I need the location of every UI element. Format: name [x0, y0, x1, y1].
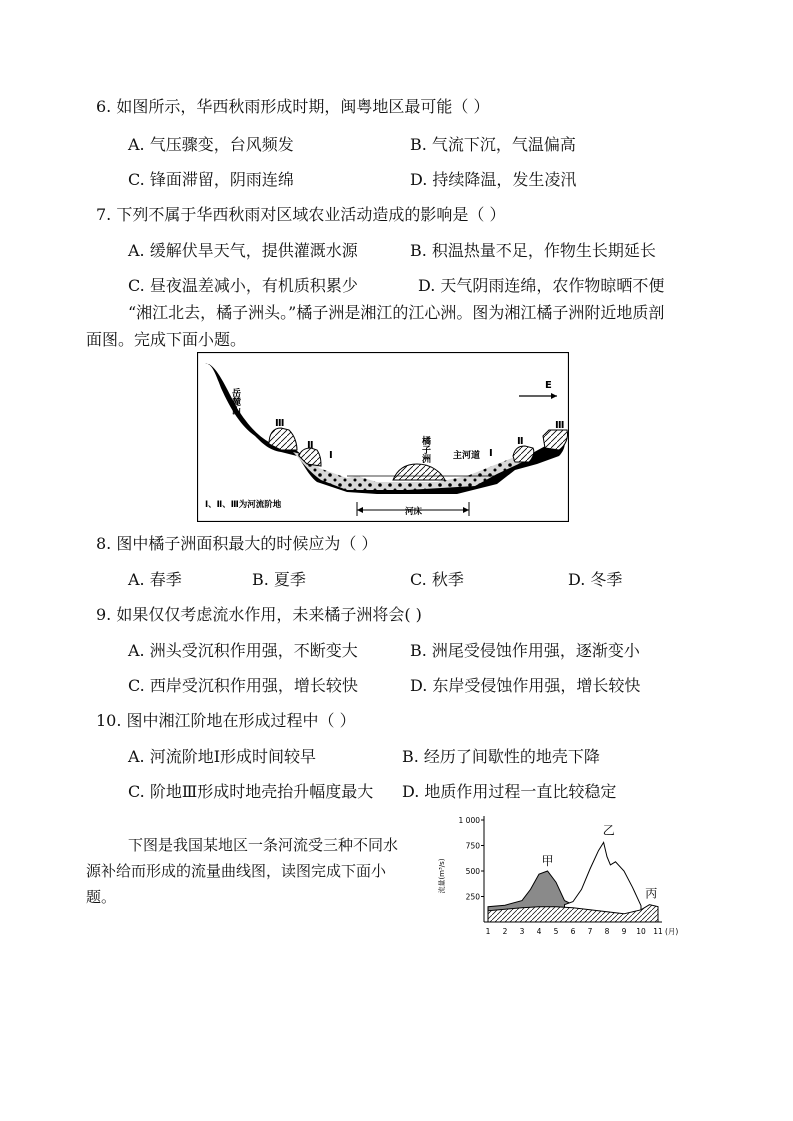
label-terrace-i-west: Ⅰ [329, 450, 333, 461]
question-8-option-c: C. 秋季 [410, 570, 464, 589]
question-6-option-d: D. 持续降温，发生凌汛 [410, 170, 577, 189]
runoff-chart [432, 810, 692, 938]
question-9-stem: 9. 如果仅仅考虑流水作用，未来橘子洲将会( ) [96, 605, 422, 624]
x-tick-label: 2 [502, 927, 508, 936]
x-tick-label: 10 [636, 927, 646, 936]
passage-runoff: 下图是我国某地区一条河流受三种不同水源补给而形成的流量曲线图，读图完成下面小题。 [86, 836, 399, 906]
figure-frame [198, 353, 569, 522]
series-label-3: 丙 [645, 886, 658, 901]
label-terrace-i-east: Ⅰ [489, 448, 493, 459]
question-8-option-a: A. 春季 [128, 570, 182, 589]
riverbed-label: 河床 [405, 507, 423, 517]
passage-xiangjiang-line1: “湘江北去，橘子洲头。”橘子洲是湘江的江心洲。图为湘江橘子洲附近地质剖 [128, 303, 665, 322]
question-6-option-a: A. 气压骤变，台风频发 [128, 135, 294, 154]
question-10-option-b: B. 经历了间歇性的地壳下降 [402, 747, 600, 766]
x-tick-label: 5 [553, 927, 559, 936]
geological-profile-figure [197, 352, 569, 522]
question-6-option-b: B. 气流下沉，气温偏高 [410, 135, 576, 154]
series-label-2: 乙 [602, 823, 615, 838]
question-6-stem: 6. 如图所示，华西秋雨形成时期，闽粤地区最可能（ ） [96, 97, 490, 116]
y-tick-label: 750 [465, 841, 480, 851]
x-tick-label: 9 [621, 927, 627, 936]
question-8-option-d: D. 冬季 [568, 570, 623, 589]
x-tick-label: 4 [536, 927, 542, 936]
x-axis-unit: (月) [665, 927, 679, 936]
terrace-legend: Ⅰ、Ⅱ、Ⅲ为河流阶地 [205, 500, 282, 510]
label-terrace-ii-east: Ⅱ [517, 436, 524, 447]
x-tick-label: 7 [587, 927, 593, 936]
question-9-option-b: B. 洲尾受侵蚀作用强，逐渐变小 [410, 641, 640, 660]
x-tick-label: 1 [485, 927, 491, 936]
label-terrace-iii-east: Ⅲ [555, 420, 565, 431]
question-10-option-d: D. 地质作用过程一直比较稳定 [402, 782, 617, 801]
x-tick-label: 11 [653, 927, 663, 936]
question-7-stem: 7. 下列不属于华西秋雨对区域农业活动造成的影响是（ ） [96, 205, 506, 224]
y-tick-label: 1 000 [458, 816, 480, 825]
question-10-option-a: A. 河流阶地Ⅰ形成时间较早 [128, 747, 317, 766]
x-tick-label: 6 [570, 927, 576, 936]
question-9-option-d: D. 东岸受侵蚀作用强，增长较快 [410, 676, 641, 695]
question-9-option-c: C. 西岸受沉积作用强，增长较快 [128, 676, 358, 695]
question-9-option-a: A. 洲头受沉积作用强，不断变大 [128, 641, 358, 660]
chart-series [488, 842, 658, 922]
passage-xiangjiang-line2: 面图。完成下面小题。 [86, 330, 247, 349]
x-tick-label: 8 [604, 927, 610, 936]
y-tick-label: 500 [465, 867, 480, 876]
question-7-option-d: D. 天气阴雨连绵，农作物晾晒不便 [418, 276, 665, 295]
question-10-option-c: C. 阶地Ⅲ形成时地壳抬升幅度最大 [128, 782, 374, 801]
question-8-option-b: B. 夏季 [252, 570, 306, 589]
question-8-stem: 8. 图中橘子洲面积最大的时候应为（ ） [96, 534, 378, 553]
label-terrace-iii-west: Ⅲ [275, 418, 285, 429]
question-7-option-c: C. 昼夜温差减小，有机质积累少 [128, 276, 358, 295]
channel-label: 主河道 [453, 451, 481, 461]
mountain-label: 岳麓山 [230, 388, 240, 415]
question-7-option-b: B. 积温热量不足，作物生长期延长 [410, 241, 656, 260]
question-6-option-c: C. 锋面滞留，阴雨连绵 [128, 170, 294, 189]
island-label: 橘子洲 [420, 436, 430, 463]
label-terrace-ii-west: Ⅱ [307, 440, 314, 451]
x-tick-label: 3 [519, 927, 525, 936]
question-10-stem: 10. 图中湘江阶地在形成过程中（ ） [96, 711, 356, 730]
y-tick-label: 250 [465, 892, 480, 902]
question-7-option-a: A. 缓解伏旱天气，提供灌溉水源 [128, 241, 358, 260]
y-axis-label: 流量(m³/s) [438, 858, 446, 894]
series-label-1: 甲 [541, 853, 554, 868]
east-label: E [545, 380, 552, 391]
